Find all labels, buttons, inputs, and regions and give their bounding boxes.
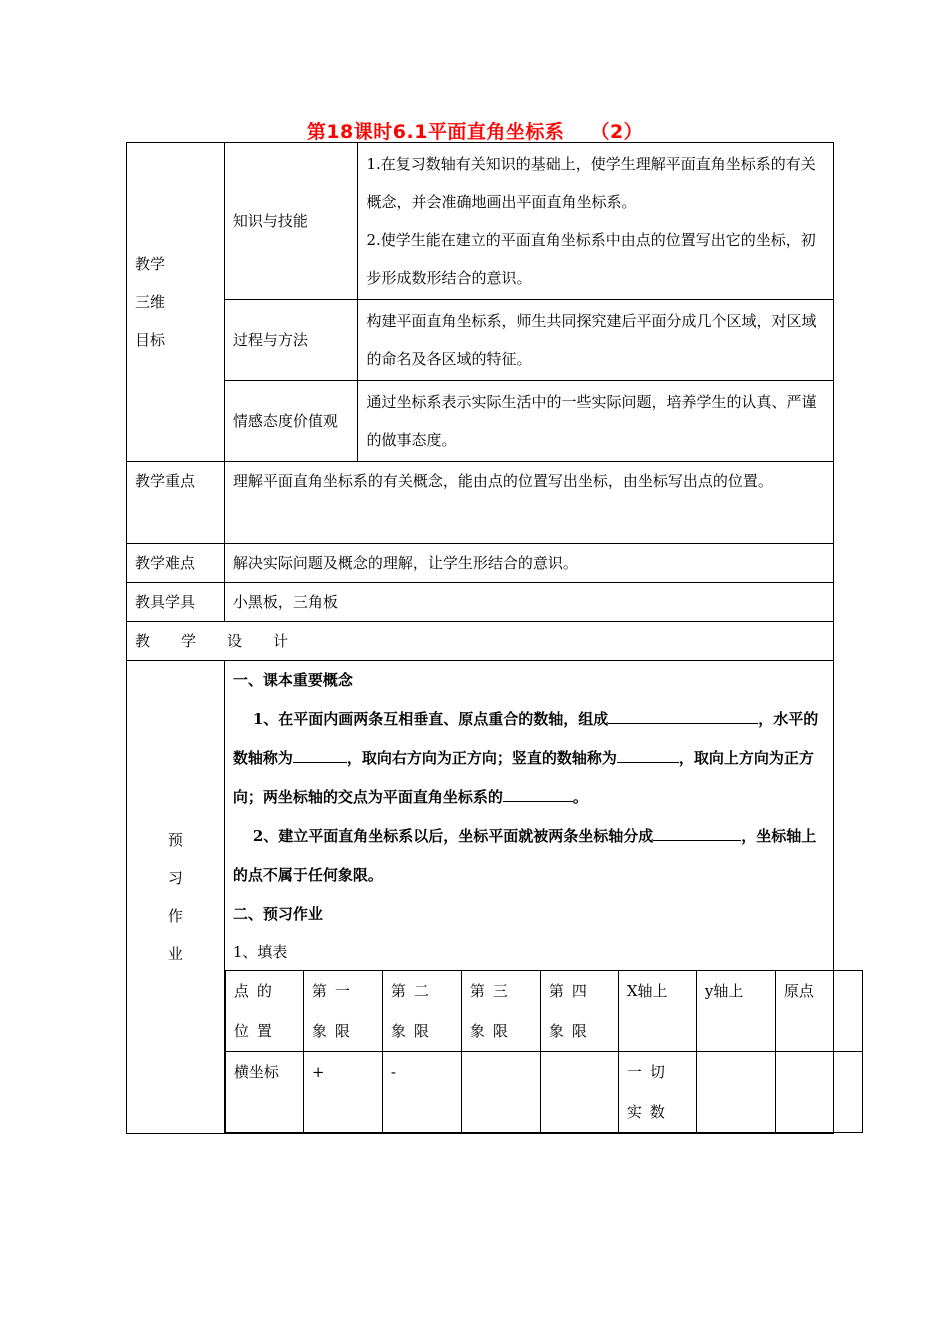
goals-label-line: 教学 bbox=[135, 255, 166, 273]
key-point-label: 教学重点 bbox=[127, 462, 225, 544]
fill-header-cell: 点的位置 bbox=[225, 971, 303, 1052]
fill-header-cell: X轴上 bbox=[618, 971, 696, 1052]
fill-cell[interactable]: - bbox=[382, 1052, 461, 1133]
text-span: ，取向上方向为正方向；两坐标轴的交点为平面直角坐标系的 bbox=[232, 749, 814, 806]
text-span: ，坐标轴上的点不属于任何象限。 bbox=[232, 827, 817, 884]
blank-x-axis[interactable] bbox=[293, 746, 347, 763]
sub-heading-fill-table: 1、填表 bbox=[232, 943, 288, 961]
tools-label: 教具学具 bbox=[127, 583, 225, 622]
fill-cell[interactable] bbox=[540, 1052, 618, 1133]
blank-y-axis[interactable] bbox=[617, 746, 679, 763]
lesson-plan-table bbox=[126, 142, 834, 1134]
goal-line: 2.使学生能在建立的平面直角坐标系中由点的位置写出它的坐标，初步形成数形结合的意识。 bbox=[366, 231, 816, 287]
fill-cell[interactable] bbox=[775, 1052, 862, 1133]
text-span: 。 bbox=[572, 788, 588, 806]
concept-paragraph-2 bbox=[233, 817, 825, 895]
fill-header-cell: 第四象限 bbox=[540, 971, 618, 1052]
blank-origin[interactable] bbox=[503, 785, 573, 802]
goals-label bbox=[127, 143, 225, 462]
blank-coordinate-system[interactable] bbox=[608, 707, 758, 724]
concept-paragraph-1 bbox=[233, 700, 825, 817]
section-heading-concepts: 一、课本重要概念 bbox=[232, 671, 353, 689]
text-span: ，水平的数轴称为 bbox=[232, 710, 819, 767]
fill-header-cell: 第一象限 bbox=[303, 971, 382, 1052]
text-span: 1、在平面内画两条互相垂直、原点重合的数轴，组成 bbox=[252, 710, 609, 728]
goal-name-process: 过程与方法 bbox=[224, 300, 358, 381]
page-title bbox=[0, 117, 950, 144]
goals-label-line: 三维 bbox=[135, 293, 166, 311]
preview-label-char: 业 bbox=[167, 945, 183, 963]
title-part: （2） bbox=[590, 121, 644, 143]
fill-header-cell: 第二象限 bbox=[382, 971, 461, 1052]
fill-row-label: 横坐标 bbox=[225, 1052, 303, 1133]
fill-header-cell: y轴上 bbox=[696, 971, 775, 1052]
goals-label-line: 目标 bbox=[135, 331, 166, 349]
tools-text: 小黑板，三角板 bbox=[224, 583, 833, 622]
key-point-text: 理解平面直角坐标系的有关概念，能由点的位置写出坐标，由坐标写出点的位置。 bbox=[224, 462, 833, 544]
difficulty-text: 解决实际问题及概念的理解，让学生形结合的意识。 bbox=[224, 544, 833, 583]
goal-text-knowledge bbox=[358, 143, 834, 300]
fill-cell[interactable]: 一切实数 bbox=[618, 1052, 696, 1133]
goal-line: 1.在复习数轴有关知识的基础上，使学生理解平面直角坐标系的有关概念，并会准确地画出平面直角坐标系。 bbox=[366, 155, 816, 211]
fill-header-cell: 第三象限 bbox=[461, 971, 540, 1052]
text-span: 2、建立平面直角坐标系以后，坐标平面就被两条坐标轴分成 bbox=[252, 827, 654, 845]
goal-name-knowledge: 知识与技能 bbox=[224, 143, 358, 300]
fill-header-cell: 原点 bbox=[775, 971, 862, 1052]
goal-text-attitude: 通过坐标系表示实际生活中的一些实际问题，培养学生的认真、严谨的做事态度。 bbox=[358, 381, 834, 462]
preview-label-char: 习 bbox=[167, 869, 183, 887]
fill-cell[interactable] bbox=[461, 1052, 540, 1133]
preview-content bbox=[224, 661, 833, 1134]
section-heading-homework: 二、预习作业 bbox=[232, 905, 323, 923]
difficulty-label: 教学难点 bbox=[127, 544, 225, 583]
design-label: 教学设计 bbox=[127, 622, 834, 661]
title-main: 第18课时6.1平面直角坐标系 bbox=[306, 121, 565, 143]
goal-text-process: 构建平面直角坐标系，师生共同探究建后平面分成几个区域，对区域的命名及各区域的特征。 bbox=[358, 300, 834, 381]
fill-cell[interactable] bbox=[696, 1052, 775, 1133]
preview-label bbox=[127, 661, 225, 1134]
goal-name-attitude: 情感态度价值观 bbox=[224, 381, 358, 462]
fill-cell[interactable]: + bbox=[303, 1052, 382, 1133]
blank-quadrants[interactable] bbox=[653, 824, 741, 841]
text-span: ，取向右方向为正方向；竖直的数轴称为 bbox=[346, 749, 617, 767]
fill-table bbox=[225, 970, 863, 1133]
preview-label-char: 预 bbox=[167, 831, 183, 849]
preview-label-char: 作 bbox=[167, 907, 183, 925]
